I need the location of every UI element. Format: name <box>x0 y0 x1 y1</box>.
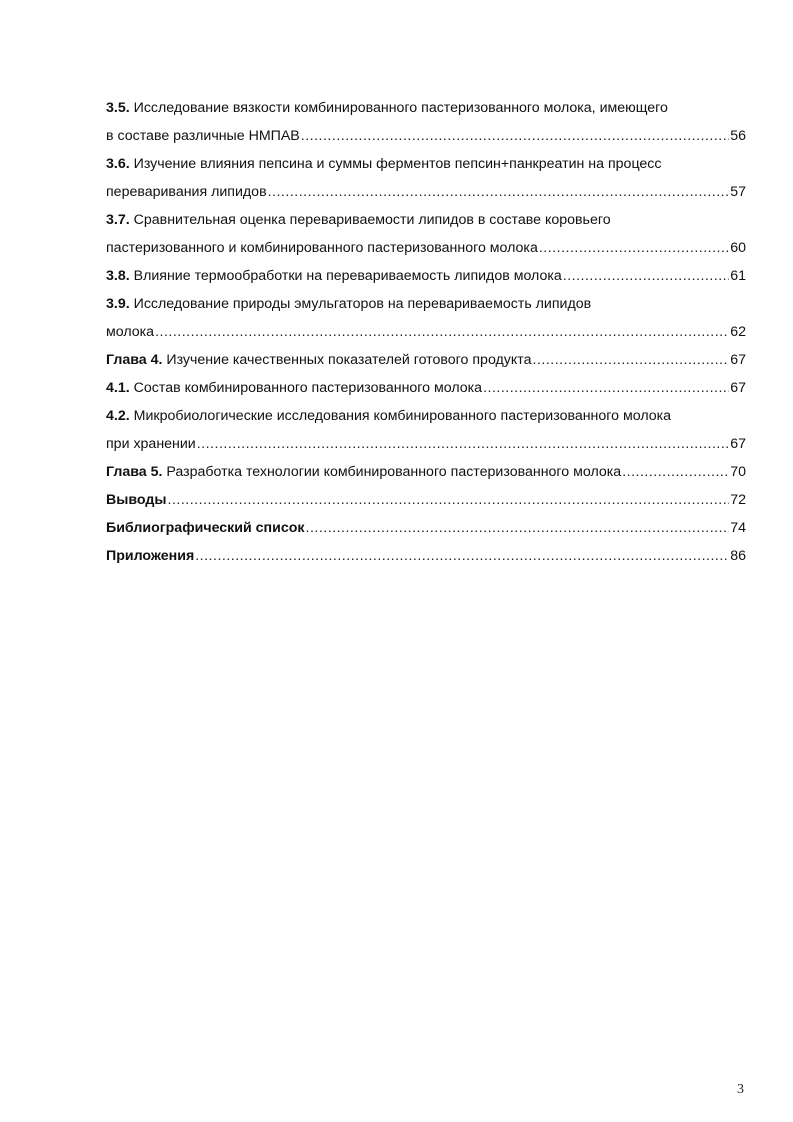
toc-entry-title: Микробиологические исследования комбинированного пастеризованного молока <box>133 408 672 424</box>
toc-entry-page: 72 <box>730 492 746 508</box>
toc-entry-page: 86 <box>730 548 746 564</box>
toc-entry-3-6-line-2 <box>106 178 746 206</box>
toc-entry-title: Изучение качественных показателей готового продукта <box>166 352 532 368</box>
toc-entry-title: молока <box>106 324 155 340</box>
toc-entry-page: 56 <box>730 128 746 144</box>
toc-entry-appendices <box>106 542 746 570</box>
toc-entry-chapter-5 <box>106 458 746 486</box>
toc-entry-3-5-line-1 <box>106 94 746 122</box>
leader-dots <box>154 318 729 346</box>
toc-entry-number: 4.1. <box>106 380 130 396</box>
toc-entry-text <box>106 262 562 290</box>
leader-dots <box>532 346 730 374</box>
table-of-contents <box>106 94 746 570</box>
toc-entry-3-6-line-1 <box>106 150 746 178</box>
toc-entry-3-9-line-2 <box>106 318 746 346</box>
toc-entry-page: 67 <box>730 436 746 452</box>
toc-entry-3-7-line-2 <box>106 234 746 262</box>
leader-dots <box>482 374 729 402</box>
toc-entry-number: 3.5. <box>106 100 130 116</box>
leader-dots <box>167 486 730 514</box>
leader-dots <box>538 234 729 262</box>
toc-entry-3-5-line-2 <box>106 122 746 150</box>
toc-entry-number: Глава 5. <box>106 464 163 480</box>
toc-entry-page: 74 <box>730 520 746 536</box>
toc-entry-text <box>106 346 532 374</box>
toc-entry-number: 3.7. <box>106 212 130 228</box>
toc-entry-number: 3.9. <box>106 296 130 312</box>
toc-entry-page: 67 <box>730 380 746 396</box>
toc-entry-number: 3.8. <box>106 268 130 284</box>
toc-entry-bibliography <box>106 514 746 542</box>
toc-entry-number: Глава 4. <box>106 352 163 368</box>
toc-entry-3-9-line-1 <box>106 290 746 318</box>
toc-entry-number: 4.2. <box>106 408 130 424</box>
leader-dots <box>305 514 730 542</box>
toc-entry-text <box>106 458 621 486</box>
toc-entry-chapter-4 <box>106 346 746 374</box>
toc-entry-title: пастеризованного и комбинированного пастеризованного молока <box>106 240 538 256</box>
toc-entry-text <box>106 374 482 402</box>
toc-entry-text <box>106 150 662 178</box>
leader-dots <box>267 178 730 206</box>
toc-entry-title: Влияние термообработки на перевариваемость липидов молока <box>133 268 562 284</box>
toc-entry-title: в составе различные НМПАВ <box>106 128 300 144</box>
toc-entry-title: Разработка технологии комбинированного пастеризованного молока <box>166 464 622 480</box>
leader-dots <box>562 262 729 290</box>
toc-entry-page: 70 <box>730 464 746 480</box>
toc-entry-page: 62 <box>730 324 746 340</box>
toc-entry-4-2-line-1 <box>106 402 746 430</box>
toc-entry-title: Исследование природы эмульгаторов на перевариваемость липидов <box>133 296 592 312</box>
toc-entry-title: переваривания липидов <box>106 184 267 200</box>
toc-entry-page: 57 <box>730 184 746 200</box>
toc-entry-title: Приложения <box>106 548 195 564</box>
toc-entry-conclusions <box>106 486 746 514</box>
leader-dots <box>621 458 729 486</box>
toc-entry-title: Выводы <box>106 492 167 508</box>
page-number: 3 <box>737 1082 744 1097</box>
toc-entry-title: при хранении <box>106 436 196 452</box>
toc-entry-title: Сравнительная оценка перевариваемости липидов в составе коровьего <box>133 212 611 228</box>
toc-entry-page: 60 <box>730 240 746 256</box>
toc-entry-title: Исследование вязкости комбинированного пастеризованного молока, имеющего <box>133 100 668 116</box>
toc-entry-text <box>106 402 671 430</box>
toc-entry-title: Библиографический список <box>106 520 305 536</box>
toc-entry-title: Изучение влияния пепсина и суммы ферментов пепсин+панкреатин на процесс <box>133 156 662 172</box>
toc-entry-text <box>106 94 668 122</box>
toc-entry-4-2-line-2 <box>106 430 746 458</box>
toc-entry-text <box>106 290 591 318</box>
toc-entry-text <box>106 206 611 234</box>
toc-entry-page: 67 <box>730 352 746 368</box>
toc-entry-page: 61 <box>730 268 746 284</box>
leader-dots <box>196 430 729 458</box>
leader-dots <box>300 122 729 150</box>
toc-entry-number: 3.6. <box>106 156 130 172</box>
toc-entry-4-1 <box>106 374 746 402</box>
toc-entry-title: Состав комбинированного пастеризованного молока <box>133 380 483 396</box>
leader-dots <box>194 542 729 570</box>
toc-entry-3-7-line-1 <box>106 206 746 234</box>
toc-entry-3-8 <box>106 262 746 290</box>
